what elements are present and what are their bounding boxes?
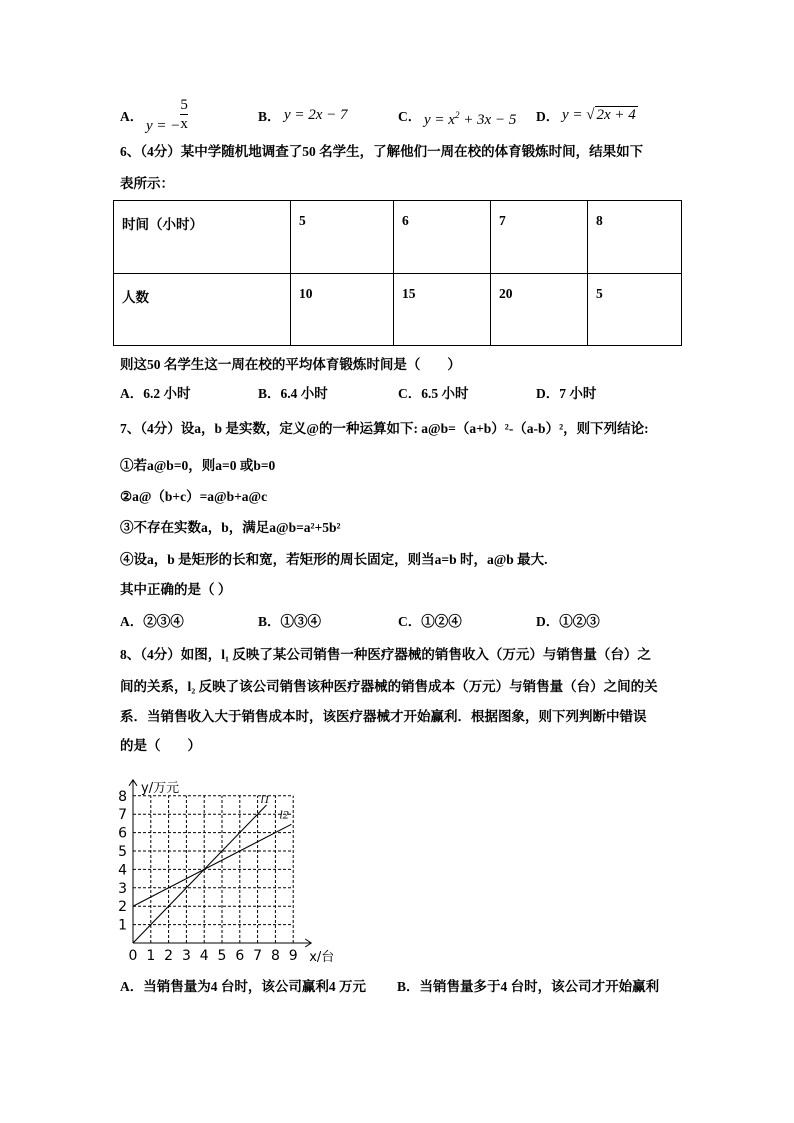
q6-option-c: C．6.5 小时 [398, 386, 469, 401]
table-cell: 20 [491, 273, 588, 346]
q5-option-d-expr [562, 106, 638, 124]
table-cell: 6 [394, 201, 491, 274]
table-cell: 5 [588, 273, 682, 346]
table-cell: 时间（小时） [114, 201, 291, 274]
q5-option-b-expr: y = 2x − 7 [284, 107, 348, 123]
x-tick-label: 3 [181, 948, 191, 964]
q5-option-b-label: B． [258, 109, 281, 124]
q5-option-a-label: A． [120, 109, 144, 124]
expr: y = − [146, 117, 181, 134]
q7-option-b: B．①③④ [258, 614, 322, 629]
q8-stem-line1: 8、（4分）如图，l₁ 反映了某公司销售一种医疗器械的销售收入（万元）与销售量（台）之 [120, 647, 651, 662]
q6-option-a: A．6.2 小时 [120, 386, 191, 401]
q7-option-c: C．①②④ [398, 614, 462, 629]
x-tick-label: 7 [253, 948, 263, 964]
x-tick-label: 8 [270, 948, 280, 964]
table-cell: 8 [588, 201, 682, 274]
x-tick-label: 0 [128, 948, 138, 964]
x-tick-label: 1 [146, 948, 156, 964]
x-axis-label: x/台 [309, 950, 335, 965]
expr: y = x [424, 112, 455, 128]
q6-question: 则这50 名学生这一周在校的平均体育锻炼时间是（ ） [120, 357, 461, 372]
series-label-l1: l1 [260, 792, 270, 806]
x-tick-label: 2 [164, 948, 174, 964]
q8-stem-line4: 的是（ ） [120, 738, 201, 753]
q7-question: 其中正确的是（ ） [120, 582, 232, 597]
table-cell: 7 [491, 201, 588, 274]
q5-option-d-label: D． [536, 109, 560, 124]
y-axis-label: y/万元 [141, 780, 180, 796]
denominator: x [180, 116, 188, 132]
x-tick-label: 6 [235, 948, 245, 964]
y-tick-label: 6 [118, 825, 127, 842]
series-line-l1 [133, 805, 267, 943]
y-tick-label: 8 [118, 788, 127, 805]
series-label-l2: l2 [279, 807, 289, 822]
q8-stem-line2: 间的关系，l₂ 反映了该公司销售该种医疗器械的销售成本（万元）与销售量（台）之间的关 [120, 679, 658, 694]
table-cell: 人数 [114, 273, 291, 346]
q5-option-c-label: C． [398, 109, 422, 124]
x-tick-label: 4 [199, 948, 209, 964]
q8-option-b: B．当销售量多于4 台时，该公司才开始赢利 [397, 979, 660, 994]
table-cell: 15 [394, 273, 491, 346]
y-tick-label: 2 [118, 899, 127, 916]
q7-option-d: D．①②③ [536, 614, 600, 629]
q6-option-d: D．7 小时 [536, 386, 597, 401]
q5-option-c-expr [424, 106, 516, 129]
expr: + 3x − 5 [459, 112, 517, 128]
q5-option-a-expr [146, 96, 188, 133]
q6-stem-line1: 6、（4分）某中学随机地调查了50 名学生，了解他们一周在校的体育锻炼时间，结果如下 [120, 144, 644, 159]
y-tick-label: 4 [118, 862, 127, 879]
q6-stem-line2: 表所示： [120, 176, 174, 191]
radicand: 2x + 4 [596, 107, 636, 123]
q7-option-a: A．②③④ [120, 614, 184, 629]
q8-stem-line3: 系．当销售收入大于销售成本时，该医疗器械才开始赢利．根据图象，则下列判断中错误 [120, 709, 647, 724]
x-tick-label: 9 [288, 948, 298, 964]
expr: y = √ [562, 107, 595, 123]
table-row [114, 201, 682, 274]
y-tick-label: 3 [118, 880, 127, 897]
table-cell: 10 [291, 273, 394, 346]
q8-graph [110, 770, 340, 970]
q7-item-3: ③不存在实数a，b，满足a@b=a²+5b² [120, 520, 341, 535]
series-line-l2 [133, 824, 291, 906]
table-cell: 5 [291, 201, 394, 274]
exponent: 2 [454, 110, 460, 120]
q7-item-1: ①若a@b=0，则a=0 或b=0 [120, 458, 276, 473]
y-tick-label: 5 [118, 844, 127, 860]
q6-option-b: B．6.4 小时 [258, 386, 328, 401]
q6-table [113, 200, 682, 346]
q7-item-4: ④设a，b 是矩形的长和宽，若矩形的周长固定，则当a=b 时，a@b 最大. [120, 552, 548, 567]
y-tick-label: 1 [118, 917, 127, 934]
numerator: 5 [180, 97, 188, 113]
q7-stem: 7、（4分）设a，b 是实数，定义@的一种运算如下: a@b=（a+b）²-（a-b）²，则下列结论: [120, 421, 649, 436]
q7-item-2: ②a@（b+c）=a@b+a@c [120, 489, 268, 504]
y-tick-label: 7 [118, 807, 127, 824]
table-row [114, 273, 682, 346]
q8-option-a: A．当销售量为4 台时，该公司赢利4 万元 [120, 979, 366, 994]
x-tick-label: 5 [217, 948, 227, 964]
